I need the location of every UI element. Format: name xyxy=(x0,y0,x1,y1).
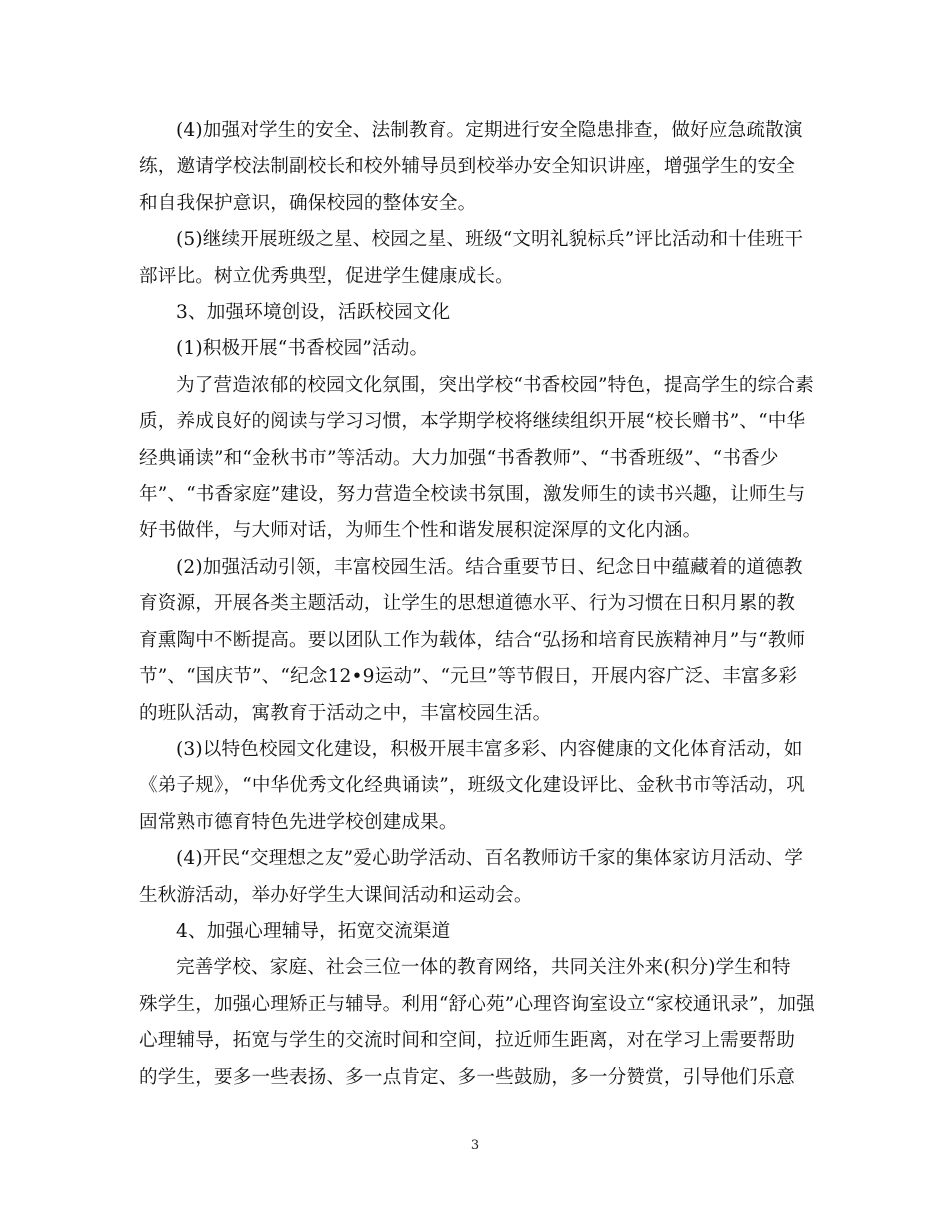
paragraph-safety-education xyxy=(139,113,811,222)
section-heading-campus-culture xyxy=(139,295,811,331)
text-line: 心理辅导，拓宽与学生的交流时间和空间，拉近师生距离，对在学习上需要帮助 xyxy=(139,1030,796,1052)
text-line: (4)加强对学生的安全、法制教育。定期进行安全隐患排查，做好应急疏散演 xyxy=(176,120,803,141)
text-line: 的班队活动，寓教育于活动之中，丰富校园生活。 xyxy=(139,702,552,724)
paragraph-education-network xyxy=(139,950,815,1096)
paragraph-star-selection xyxy=(139,222,811,295)
text-line: 质，养成良好的阅读与学习习惯，本学期学校将继续组织开展“校长赠书”、“中华 xyxy=(139,411,806,433)
paragraph-book-campus-title xyxy=(139,331,811,367)
page-number: 3 xyxy=(470,1138,480,1153)
text-line: 育熏陶中不断提高。要以团队工作为载体，结合“弘扬和培育民族精神月”与“教师 xyxy=(139,629,806,651)
text-line: (5)继续开展班级之星、校园之星、班级“文明礼貌标兵”评比活动和十佳班干 xyxy=(176,229,804,251)
text-line: 和自我保护意识，确保校园的整体安全。 xyxy=(139,192,477,214)
paragraph-care-activities xyxy=(139,841,811,914)
section-heading: 4、加强心理辅导，拓宽交流渠道 xyxy=(176,920,451,942)
text-line: 好书做伴，与大师对话，为师生个性和谐发展积淀深厚的文化内涵。 xyxy=(139,520,702,542)
paragraph-featured-culture xyxy=(139,732,811,841)
text-line: 部评比。树立优秀典型，促进学生健康成长。 xyxy=(139,265,514,287)
text-line: 练，邀请学校法制副校长和校外辅导员到校举办安全知识讲座，增强学生的安全 xyxy=(139,156,796,178)
text-line: 的学生，要多一些表扬、多一点肯定、多一些鼓励，多一分赞赏，引导他们乐意 xyxy=(139,1066,796,1088)
text-line: 育资源，开展各类主题活动，让学生的思想道德水平、行为习惯在日积月累的教 xyxy=(139,593,796,615)
text-line: 殊学生，加强心理矫正与辅导。利用“舒心苑”心理咨询室设立“家校通讯录”，加强 xyxy=(139,993,815,1015)
paragraph-activity-guidance xyxy=(139,550,811,732)
text-line: 节”、“国庆节”、“纪念12•9运动”、“元旦”等节假日，开展内容广泛、丰富多彩 xyxy=(139,666,798,688)
text-line: 年”、“书香家庭”建设，努力营造全校读书氛围，激发师生的读书兴趣，让师生与 xyxy=(139,484,806,506)
document-body xyxy=(139,113,815,1096)
text-line: 经典诵读”和“金秋书市”等活动。大力加强“书香教师”、“书香班级”、“书香少 xyxy=(139,447,779,469)
text-line: (4)开民“交理想之友”爱心助学活动、百名教师访千家的集体家访月活动、学 xyxy=(176,848,804,870)
text-line: (2)加强活动引领，丰富校园生活。结合重要节日、纪念日中蕴藏着的道德教 xyxy=(176,556,803,578)
paragraph-reading-atmosphere xyxy=(139,368,814,550)
section-heading: 3、加强环境创设，活跃校园文化 xyxy=(176,302,451,324)
text-line: 完善学校、家庭、社会三位一体的教育网络，共同关注外来(积分)学生和特 xyxy=(176,957,791,979)
text-line: 为了营造浓郁的校园文化氛围，突出学校“书香校园”特色，提高学生的综合素 xyxy=(176,374,814,396)
text-line: 固常熟市德育特色先进学校创建成果。 xyxy=(139,811,458,833)
text-line: (1)积极开展“书香校园”活动。 xyxy=(176,338,429,360)
section-heading-counseling xyxy=(139,914,811,950)
text-line: (3)以特色校园文化建设，积极开展丰富多彩、内容健康的文化体育活动，如 xyxy=(176,738,803,760)
text-line: 《弟子规》，“中华优秀文化经典诵读”，班级文化建设评比、金秋书市等活动，巩 xyxy=(139,775,806,797)
text-line: 生秋游活动，举办好学生大课间活动和运动会。 xyxy=(139,884,533,906)
